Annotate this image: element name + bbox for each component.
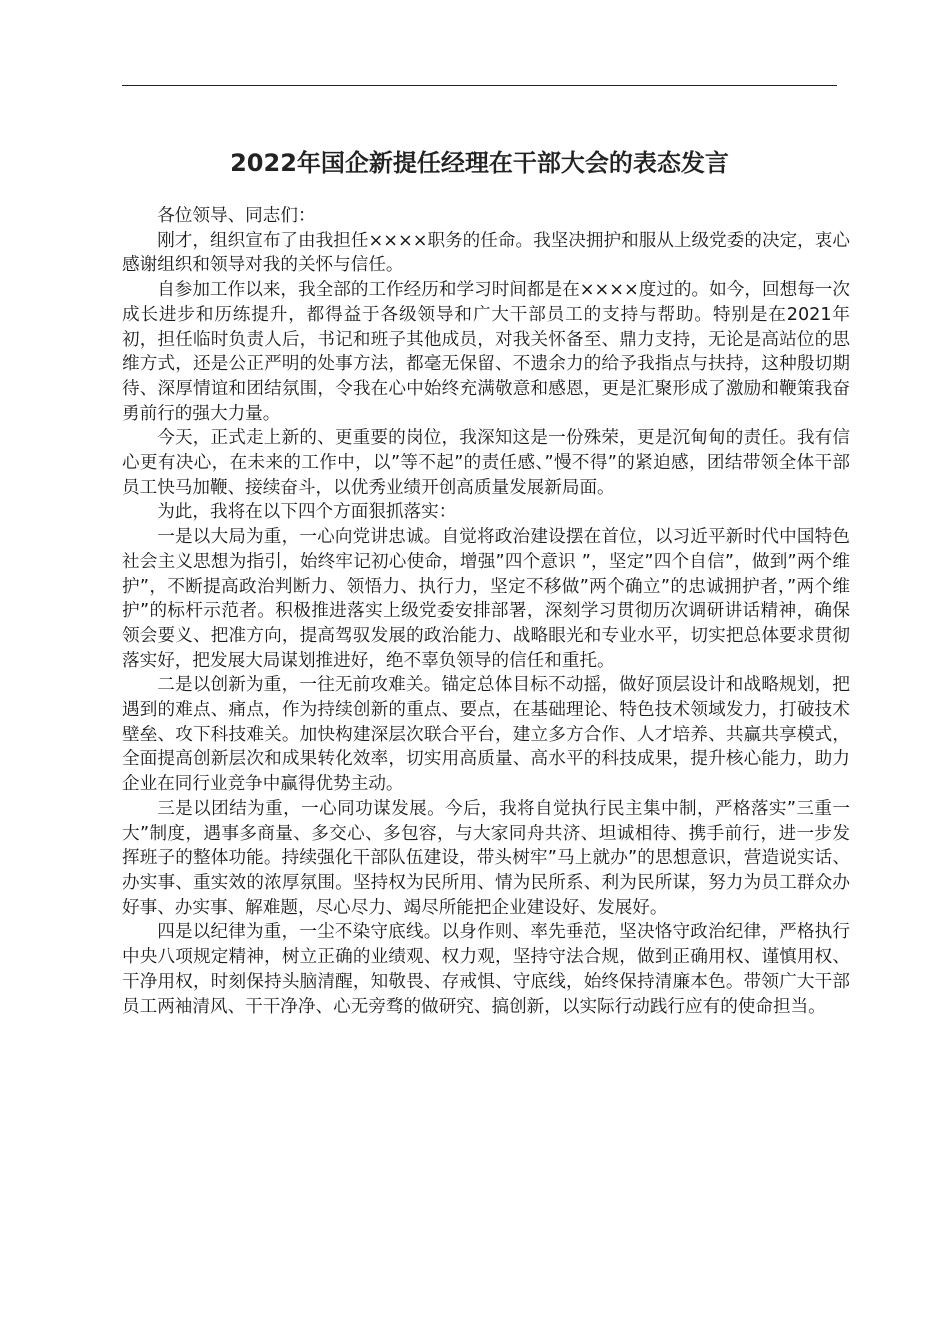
header-rule xyxy=(122,85,837,86)
paragraph: 为此，我将在以下四个方面狠抓落实： xyxy=(157,502,457,523)
salutation: 各位领导、同志们： xyxy=(157,206,316,226)
document-body xyxy=(122,204,850,1019)
paragraph: 三是以团结为重，一心同功谋发展。今后，我将自觉执行民主集中制，严格落实”三重一大”制度，遇事多商量、多交心、多包容，与大家同舟共济、坦诚相待、携手前行，进一步发挥班子的整体功能。持续强化干部队伍建设，带头树牢”马上就办”的思想意识，营造说实话、办实事、重实效的浓厚氛围。坚持权为民所用、情为民所系、利为民所谋，努力为员工群众办好事、办实事、解难题，尽心尽力、竭尽所能把企业建设好、发展好。 xyxy=(122,798,850,918)
paragraph: 自参加工作以来，我全部的工作经历和学习时间都是在××××度过的。如今，回想每一次成长进步和历练提升，都得益于各级领导和广大干部员工的支持与帮助。特别是在2021年初，担任临时负责人后，书记和班子其他成员，对我关怀备至、鼎力支持，无论是高站位的思维方式，还是公正严明的处事方法，都毫无保留、不遗余力的给予我指点与扶持，这种殷切期待、深厚情谊和团结氛围，令我在心中始终充满敬意和感恩，更是汇聚形成了激励和鞭策我奋勇前行的强大力量。 xyxy=(122,280,850,424)
paragraph: 一是以大局为重，一心向党讲忠诚。自觉将政治建设摆在首位，以习近平新时代中国特色社会主义思想为指引，始终牢记初心使命，增强”四个意识 ”，坚定”四个自信”，做到”两个维护”，不断提高政治判断力、领悟力、执行力，坚定不移做”两个确立”的忠诚拥护者，”两个维护”的标杆示范者。积极推进落实上级党委安排部署，深刻学习贯彻历次调研讲话精神，确保领会要义、把准方向，提高驾驭发展的政治能力、战略眼光和专业水平，切实把总体要求贯彻落实好，把发展大局谋划推进好，绝不辜负领导的信任和重托。 xyxy=(122,527,850,671)
paragraph: 刚才，组织宣布了由我担任××××职务的任命。我坚决拥护和服从上级党委的决定，衷心感谢组织和领导对我的关怀与信任。 xyxy=(122,230,850,276)
paragraph: 二是以创新为重，一往无前攻难关。锚定总体目标不动摇，做好顶层设计和战略规划，把遇到的难点、痛点，作为持续创新的重点、要点，在基础理论、特色技术领域发力，打破技术壁垒、攻下科技难关。加快构建深层次联合平台，建立多方合作、人才培养、共赢共享模式，全面提高创新层次和成果转化效率，切实用高质量、高水平的科技成果，提升核心能力，助力企业在同行业竞争中赢得优势主动。 xyxy=(122,675,850,795)
paragraph: 今天，正式走上新的、更重要的岗位，我深知这是一份殊荣，更是沉甸甸的责任。我有信心更有决心，在未来的工作中，以”等不起”的责任感、”慢不得”的紧迫感，团结带领全体干部员工快马加鞭、接续奋斗，以优秀业绩开创高质量发展新局面。 xyxy=(122,428,850,498)
document-title: 2022年国企新提任经理在干部大会的表态发言 xyxy=(230,149,729,177)
paragraph: 四是以纪律为重，一尘不染守底线。以身作则、率先垂范，坚决恪守政治纪律，严格执行中央八项规定精神，树立正确的业绩观、权力观，坚持守法合规，做到正确用权、谨慎用权、干净用权，时刻保持头脑清醒，知敬畏、存戒惧、守底线，始终保持清廉本色。带领广大干部员工两袖清风、干干净净、心无旁骛的做研究、搞创新，以实际行动践行应有的使命担当。 xyxy=(122,922,850,1017)
